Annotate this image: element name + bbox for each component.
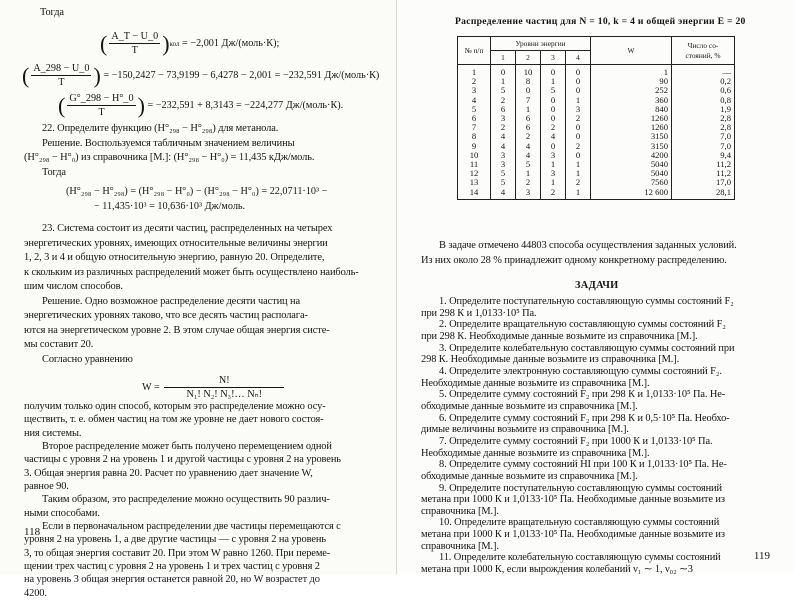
table-row — [458, 96, 735, 105]
text-line: частицы с уровня 2 на уровень 1 и другой частицы с уровня 2 на уровень — [24, 454, 341, 466]
table-cell: 1260 — [591, 123, 672, 132]
table-cell: 2 — [541, 188, 566, 200]
table-cell: 4 — [458, 96, 491, 105]
task-line: метана при 1000 К и 1,0133·10⁵ Па. Необходимые данные возьмите из — [421, 529, 725, 541]
eq2-numerator: A_298 − U_0 — [33, 63, 90, 74]
table-cell: 3 — [491, 114, 516, 123]
table-cell: 7560 — [591, 178, 672, 187]
text-line: 3. Общая энергия равна 20. Расчет по уравнению дает значение W, — [24, 467, 313, 479]
equation-2: ( $\frac{A\_298 - U\_0}{T}$ ) = −150,2427 − 73,9199 − 6,4278 − 2,001 = −232,591 Дж/(моль·К) — [22, 63, 380, 88]
eq2-rhs: = −150,2427 − 73,9199 − 6,4278 − 2,001 = −232,591 Дж/(моль·К) — [103, 69, 380, 81]
table-cell: 1 — [566, 188, 591, 200]
problem-22 — [24, 122, 314, 180]
table-cell: 0,2 — [672, 77, 735, 86]
table-cell: 28,1 — [672, 188, 735, 200]
table-cell: 4 — [491, 188, 516, 200]
table-row — [458, 188, 735, 200]
text-line: ществить, т. е. обмен частиц на том же уровне не дает нового состоя- — [24, 414, 324, 426]
table-title: Распределение частиц для N = 10, k = 4 и общей энергии E = 20 — [455, 16, 746, 27]
table-cell: 2 — [516, 178, 541, 187]
table-cell: 2 — [566, 178, 591, 187]
table-cell: 4200 — [591, 151, 672, 160]
text-line: к скольким из различных распределений может быть осуществлено наиболь- — [24, 266, 359, 278]
text-line: энергетических уровнях таково, что все десять частиц располага- — [24, 310, 308, 321]
togda-label: Тогда — [40, 7, 64, 18]
table-cell: 0 — [541, 105, 566, 114]
table-body — [458, 65, 735, 200]
table-cell: 0 — [566, 132, 591, 141]
table-cell: 0 — [541, 65, 566, 78]
text-line: 22. Определите функцию (H°₂₉₈ − H°₂₉₈) для метанола. — [42, 123, 279, 134]
table-cell: 3150 — [591, 142, 672, 151]
table-cell: 7 — [458, 123, 491, 132]
table-cell: 1 — [566, 96, 591, 105]
text-line: Тогда — [42, 166, 66, 178]
table-cell: 7 — [516, 96, 541, 105]
table-cell: 3 — [491, 160, 516, 169]
task-line: 11. Определите колебательную составляющую суммы состояний — [439, 552, 721, 564]
table-cell: 12 — [458, 169, 491, 178]
text-line: на уровень 3 общая энергия останется равной 20, но W возрастет до — [24, 574, 320, 586]
task-line: 10. Определите вращательную составляющую суммы состояний — [439, 517, 720, 529]
task-line: 6. Определите сумму состояний F₂ при 298 К и 0,5·10⁵ Па. Необхо- — [439, 412, 730, 424]
text-line: 23. Система состоит из десяти частиц, распределенных на четырех — [42, 223, 333, 234]
table-cell: 5 — [516, 160, 541, 169]
task-line: 5. Определите сумму состояний F₂ при 298 К и 1,0133·10⁵ Па. Не- — [439, 389, 726, 401]
table-cell: 90 — [591, 77, 672, 86]
table-cell: 3 — [491, 151, 516, 160]
table-row — [458, 151, 735, 160]
table-cell: 8 — [516, 77, 541, 86]
table-cell: 0,8 — [672, 96, 735, 105]
header-w: W — [591, 37, 672, 65]
table-cell: 1 — [516, 169, 541, 178]
table-cell: 0 — [566, 123, 591, 132]
table-cell: 1 — [541, 178, 566, 187]
text-line: (H°₂₉₈ − H°₀) из справочника [М.]: (H°₂₉₈ − H°₀) = 11,435 кДж/моль. — [24, 152, 315, 163]
task-line: 8. Определите сумму состояний HI при 100 К и 1,0133·10⁵ Па. Не- — [439, 459, 727, 471]
eq3-numerator: G°_298 − H°_0 — [69, 93, 134, 104]
table-cell: 14 — [458, 188, 491, 200]
table-cell: 4 — [516, 142, 541, 151]
task-line: димые величины возьмите из справочника [М.]. — [421, 424, 629, 436]
table-cell: 11,2 — [672, 169, 735, 178]
table-cell: 0 — [566, 86, 591, 95]
table-row — [458, 178, 735, 187]
table-cell: 0 — [566, 77, 591, 86]
header-row-number: № п/п — [458, 37, 491, 65]
table-cell: 1 — [591, 65, 672, 78]
eq1-subscript: кол — [169, 39, 180, 48]
table-cell: 3 — [541, 151, 566, 160]
table-cell: 4 — [491, 132, 516, 141]
table-cell: 13 — [458, 178, 491, 187]
table-cell: 2 — [566, 114, 591, 123]
table-cell: 2 — [541, 123, 566, 132]
table-cell: 4 — [516, 151, 541, 160]
table-cell: 7,0 — [672, 142, 735, 151]
eq5-lhs: W = — [142, 381, 160, 393]
table-cell: 1260 — [591, 114, 672, 123]
table-cell: 2 — [516, 132, 541, 141]
table-row — [458, 123, 735, 132]
table-cell: 5 — [541, 86, 566, 95]
task-line: при 298 К и 1,0133·10⁵ Па. — [421, 307, 537, 319]
table-cell: 2 — [491, 96, 516, 105]
eq5-denominator: N₁! N₂! N₃!… Nₙ! — [186, 389, 263, 400]
table-cell: 0 — [541, 114, 566, 123]
table-cell: 1 — [516, 105, 541, 114]
table-cell: 5040 — [591, 169, 672, 178]
table-cell: 1 — [458, 65, 491, 78]
task-line: при 298 К. Необходимые данные возьмите из справочника [М.]. — [421, 330, 698, 342]
table-cell: 2 — [491, 123, 516, 132]
table-cell: 6 — [491, 105, 516, 114]
equation-4 — [66, 184, 327, 214]
table-cell: 1 — [541, 160, 566, 169]
text-line: мы составит 20. — [24, 339, 94, 350]
tasks-list — [421, 296, 734, 576]
page-number-left: 118 — [24, 526, 41, 538]
table-row — [458, 86, 735, 95]
table-cell: 0,6 — [672, 86, 735, 95]
header-level-4: 4 — [566, 51, 591, 65]
eq3-denominator: T — [98, 107, 105, 118]
table-note — [421, 239, 737, 268]
table-cell: 0 — [491, 65, 516, 78]
task-line: Необходимые данные возьмите из справочника [М.]. — [421, 377, 650, 389]
eq1-rhs: = −2,001 Дж/(моль·К); — [182, 37, 280, 49]
task-line: 4. Определите электронную составляющую суммы состояний F₂. — [439, 365, 722, 377]
table-cell: 0 — [541, 96, 566, 105]
task-line: 3. Определите колебательную составляющую суммы состояний при — [439, 342, 735, 354]
table-cell: 3 — [458, 86, 491, 95]
header-energy-levels: Уровни энергии — [491, 37, 591, 51]
text-line: − 11,435·10³ = 10,636·10³ Дж/моль. — [94, 201, 246, 212]
left-page — [0, 0, 397, 599]
task-line: справочника [М.]. — [421, 505, 499, 517]
table-cell: 6 — [458, 114, 491, 123]
header-level-3: 3 — [541, 51, 566, 65]
table-cell: 2,8 — [672, 123, 735, 132]
equation-1: ( $\frac{A\_T - U\_0}{T}$ )кол = −2,001 Дж/(моль·К); — [100, 31, 280, 56]
text-line: Второе распределение может быть получено перемещением одной — [42, 441, 332, 453]
table-cell: 3 — [541, 169, 566, 178]
table-cell: 0 — [566, 151, 591, 160]
text-line: 1, 2, 3 и 4 и общую относительную энергию, равную 20. Определите, — [24, 252, 325, 263]
table-cell: 0 — [566, 65, 591, 78]
table-cell: 17,0 — [672, 178, 735, 187]
table-cell: 12 600 — [591, 188, 672, 200]
table-row — [458, 142, 735, 151]
table-cell: 9,4 — [672, 151, 735, 160]
table-row — [458, 169, 735, 178]
table-cell: 252 — [591, 86, 672, 95]
task-line: Необходимые данные возьмите из справочника [М.]. — [421, 447, 650, 459]
table-cell: 0 — [541, 142, 566, 151]
table-cell: 1 — [541, 77, 566, 86]
text-line: энергетических уровнях, имеющих относительные величины энергии — [24, 237, 328, 249]
table-cell: 9 — [458, 142, 491, 151]
table-cell: 4 — [541, 132, 566, 141]
table-row — [458, 77, 735, 86]
table-cell: 360 — [591, 96, 672, 105]
task-line: 9. Определите поступательную составляющую суммы состояний — [439, 482, 722, 494]
task-line: обходимые данные возьмите из справочника [М.]. — [421, 470, 638, 482]
table-cell: 4 — [491, 142, 516, 151]
table-cell: 5 — [491, 169, 516, 178]
table-cell: 5 — [458, 105, 491, 114]
table-cell: 11 — [458, 160, 491, 169]
eq2-denominator: T — [58, 77, 65, 88]
eq1-denominator: T — [131, 45, 138, 56]
table-row — [458, 65, 735, 78]
text-line: ния системы. — [24, 427, 82, 439]
table-cell: 0 — [516, 86, 541, 95]
problem-23-continued — [24, 400, 341, 600]
task-line: справочника [М.]. — [421, 540, 499, 552]
equation-3: ( $\frac{G^\circ\_298 - H^\circ\_0}{T}$ ) = −232,591 + 8,3143 = −224,277 Дж/(моль·К). — [58, 93, 344, 118]
table-cell: 3150 — [591, 132, 672, 141]
task-line: 7. Определите сумму состояний F₂ при 1000 К и 1,0133·10⁵ Па. — [439, 435, 713, 447]
header-level-2: 2 — [516, 51, 541, 65]
problem-23 — [24, 222, 359, 367]
text-line: равное 90. — [24, 481, 69, 493]
task-line: 1. Определите поступательную составляющую суммы состояний F₂ — [439, 296, 734, 307]
text-line: щении трех частиц с уровня 2 на уровень 1 и трех частиц с уровня 2 — [24, 561, 320, 573]
task-line: 298 К. Необходимые данные возьмите из справочника [М.]. — [421, 354, 680, 366]
task-line: метана при 1000 К и 1,0133·10⁵ Па. Необходимые данные возьмите из — [421, 494, 725, 506]
eq5-numerator: N! — [164, 374, 284, 388]
table-cell: 5 — [491, 178, 516, 187]
text-line: Если в первоначальном распределении две частицы перемещаются с — [42, 521, 341, 533]
table-cell: 840 — [591, 105, 672, 114]
text-line: Согласно уравнению — [42, 353, 133, 365]
table-cell: 2 — [458, 77, 491, 86]
text-line: Решение. Воспользуемся табличным значением величины — [42, 137, 295, 149]
table-row — [458, 114, 735, 123]
header-level-1: 1 — [491, 51, 516, 65]
table-cell: 3 — [516, 188, 541, 200]
text-line: Из них около 28 % принадлежит одному конкретному распределению. — [421, 254, 727, 266]
table-cell: 8 — [458, 132, 491, 141]
page-number-right: 119 — [753, 550, 770, 562]
table-cell: 3 — [566, 105, 591, 114]
table-cell: 7,0 — [672, 132, 735, 141]
table-cell: — — [672, 65, 735, 78]
table-cell: 1 — [566, 160, 591, 169]
text-line: 4200. — [24, 587, 47, 599]
table-cell: 11,2 — [672, 160, 735, 169]
distribution-table — [457, 36, 735, 200]
task-line: обходимые данные возьмите из справочника [М.]. — [421, 400, 638, 412]
table-cell: 1,9 — [672, 105, 735, 114]
header-percent: Число со-стояний, % — [672, 37, 735, 65]
table-cell: 2,8 — [672, 114, 735, 123]
tasks-heading: ЗАДАЧИ — [575, 280, 619, 291]
table-cell: 1 — [491, 77, 516, 86]
table-row — [458, 105, 735, 114]
task-line: метана при 1000 К, если вырождения колебаний ν₁ ∼ 1, ν₀₂ ∼3 — [421, 564, 693, 576]
text-line: шим числом способов. — [24, 281, 123, 292]
text-line: (H°₂₉₈ − H°₂₉₈) = (H°₂₉₈ − H°₀) − (H°₂₉₈ − H°₀) = 22,0711·10³ − — [66, 186, 328, 197]
table-row — [458, 132, 735, 141]
table-cell: 6 — [516, 114, 541, 123]
text-line: 3, то общая энергия составит 20. При этом W равно 1260. При переме- — [24, 547, 331, 559]
table-cell: 5040 — [591, 160, 672, 169]
eq1-numerator: A_T − U_0 — [111, 31, 159, 42]
task-line: 2. Определите вращательную составляющую суммы состояний F₂ — [439, 319, 726, 331]
text-line: В задаче отмечено 44803 способа осуществления заданных условий. — [439, 240, 737, 251]
table-row — [458, 160, 735, 169]
text-line: ными способами. — [24, 507, 100, 519]
table-cell: 1 — [566, 169, 591, 178]
eq3-rhs: = −232,591 + 8,3143 = −224,277 Дж/(моль·К). — [147, 99, 344, 111]
table-cell: 6 — [516, 123, 541, 132]
table-cell: 2 — [566, 142, 591, 151]
table-cell: 10 — [458, 151, 491, 160]
text-line: Решение. Одно возможное распределение десяти частиц на — [42, 295, 300, 307]
right-page — [397, 0, 794, 574]
table-cell: 5 — [491, 86, 516, 95]
text-line: ются на энергетическом уровне 2. В этом случае общая энергия систе- — [24, 324, 330, 336]
equation-5 — [142, 374, 286, 401]
text-line: Таким образом, это распределение можно осуществить 90 различ- — [42, 494, 330, 506]
text-line: уровня 2 на уровень 1, а две другие частицы — с уровня 2 на уровень — [24, 534, 326, 546]
table-cell: 10 — [516, 65, 541, 78]
text-line: получим только один способ, которым это распределение можно осу- — [24, 401, 326, 412]
